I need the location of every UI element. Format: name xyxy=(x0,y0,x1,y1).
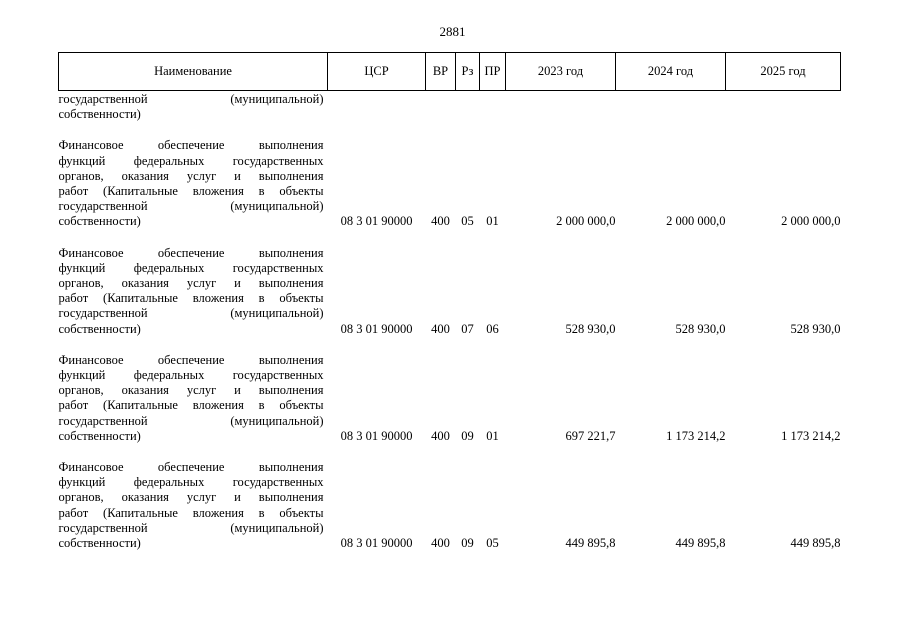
row-name-line: государственной (муниципальной) xyxy=(58,306,324,321)
row-pr: 06 xyxy=(486,321,499,336)
row-rz: 09 xyxy=(461,428,474,443)
row-2025: 2 000 000,0 xyxy=(781,214,841,229)
row-name-line: функций федеральных государственных xyxy=(58,475,324,490)
row-pr xyxy=(480,91,506,127)
row-rz xyxy=(456,91,480,127)
row-csr: 08 3 01 90000 xyxy=(340,428,413,443)
row-vr: 400 xyxy=(431,321,450,336)
row-pr: 05 xyxy=(486,536,499,551)
table-row xyxy=(59,341,841,448)
row-name-line: государственной (муниципальной) xyxy=(58,413,324,428)
row-rz: 09 xyxy=(461,536,474,551)
row-name-line: органов, оказания услуг и выполнения xyxy=(58,168,324,183)
row-name-line: государственной (муниципальной) xyxy=(58,520,324,535)
table-row xyxy=(59,126,841,233)
row-pr: 01 xyxy=(486,214,499,229)
row-2023: 528 930,0 xyxy=(565,321,616,336)
row-name xyxy=(59,341,328,448)
row-name-line: Финансовое обеспечение выполнения xyxy=(58,245,324,260)
row-name-line: органов, оказания услуг и выполнения xyxy=(58,490,324,505)
row-name-line: работ (Капитальные вложения в объекты xyxy=(58,184,324,199)
row-csr: 08 3 01 90000 xyxy=(340,214,413,229)
row-name-line: Финансовое обеспечение выполнения xyxy=(58,352,324,367)
row-name-line: Финансовое обеспечение выполнения xyxy=(58,138,324,153)
header-vr: ВР xyxy=(426,53,456,91)
row-2023: 697 221,7 xyxy=(565,428,616,443)
row-name-line: собственности) xyxy=(58,107,141,122)
row-2024: 449 895,8 xyxy=(675,536,726,551)
row-2023 xyxy=(506,91,616,127)
header-2024: 2024 год xyxy=(616,53,726,91)
header-name: Наименование xyxy=(59,53,328,91)
row-name-line: функций федеральных государственных xyxy=(58,368,324,383)
row-2023: 449 895,8 xyxy=(565,536,616,551)
row-rz: 05 xyxy=(461,214,474,229)
row-name xyxy=(59,234,328,341)
row-2025: 449 895,8 xyxy=(790,536,841,551)
header-pr: ПР xyxy=(480,53,506,91)
header-rz: Рз xyxy=(456,53,480,91)
row-name-line: органов, оказания услуг и выполнения xyxy=(58,276,324,291)
row-name-line: работ (Капитальные вложения в объекты xyxy=(58,291,324,306)
row-2024 xyxy=(616,91,726,127)
table-header-row xyxy=(59,53,841,91)
table-body xyxy=(59,91,841,556)
row-2025 xyxy=(726,91,841,127)
row-vr: 400 xyxy=(431,536,450,551)
row-name-line: государственной (муниципальной) xyxy=(58,199,324,214)
row-name-line: работ (Капитальные вложения в объекты xyxy=(58,398,324,413)
row-name-line: органов, оказания услуг и выполнения xyxy=(58,383,324,398)
row-name-line: собственности) xyxy=(58,536,141,551)
row-vr xyxy=(426,91,456,127)
row-2024: 528 930,0 xyxy=(675,321,726,336)
table-row xyxy=(59,448,841,555)
row-vr: 400 xyxy=(431,428,450,443)
row-2023: 2 000 000,0 xyxy=(556,214,616,229)
row-name-line: собственности) xyxy=(58,214,141,229)
table-row xyxy=(59,234,841,341)
row-csr: 08 3 01 90000 xyxy=(340,536,413,551)
budget-table xyxy=(58,52,841,555)
row-name-line: собственности) xyxy=(58,321,141,336)
row-name-line: работ (Капитальные вложения в объекты xyxy=(58,505,324,520)
row-name xyxy=(59,91,328,127)
row-name xyxy=(59,448,328,555)
page-number: 2881 xyxy=(439,24,466,39)
row-csr: 08 3 01 90000 xyxy=(340,321,413,336)
header-2025: 2025 год xyxy=(726,53,841,91)
table-row xyxy=(59,91,841,127)
row-2024: 2 000 000,0 xyxy=(666,214,726,229)
header-csr: ЦСР xyxy=(328,53,426,91)
row-name-line: функций федеральных государственных xyxy=(58,260,324,275)
row-2025: 1 173 214,2 xyxy=(781,428,841,443)
row-csr xyxy=(328,91,426,127)
header-2023: 2023 год xyxy=(506,53,616,91)
row-2025: 528 930,0 xyxy=(790,321,841,336)
row-name xyxy=(59,126,328,233)
row-name-line: государственной (муниципальной) xyxy=(58,92,324,106)
row-pr: 01 xyxy=(486,428,499,443)
row-2024: 1 173 214,2 xyxy=(666,428,726,443)
row-name-line: функций федеральных государственных xyxy=(58,153,324,168)
row-name-line: Финансовое обеспечение выполнения xyxy=(58,460,324,475)
row-rz: 07 xyxy=(461,321,474,336)
row-vr: 400 xyxy=(431,214,450,229)
row-name-line: собственности) xyxy=(58,428,141,443)
